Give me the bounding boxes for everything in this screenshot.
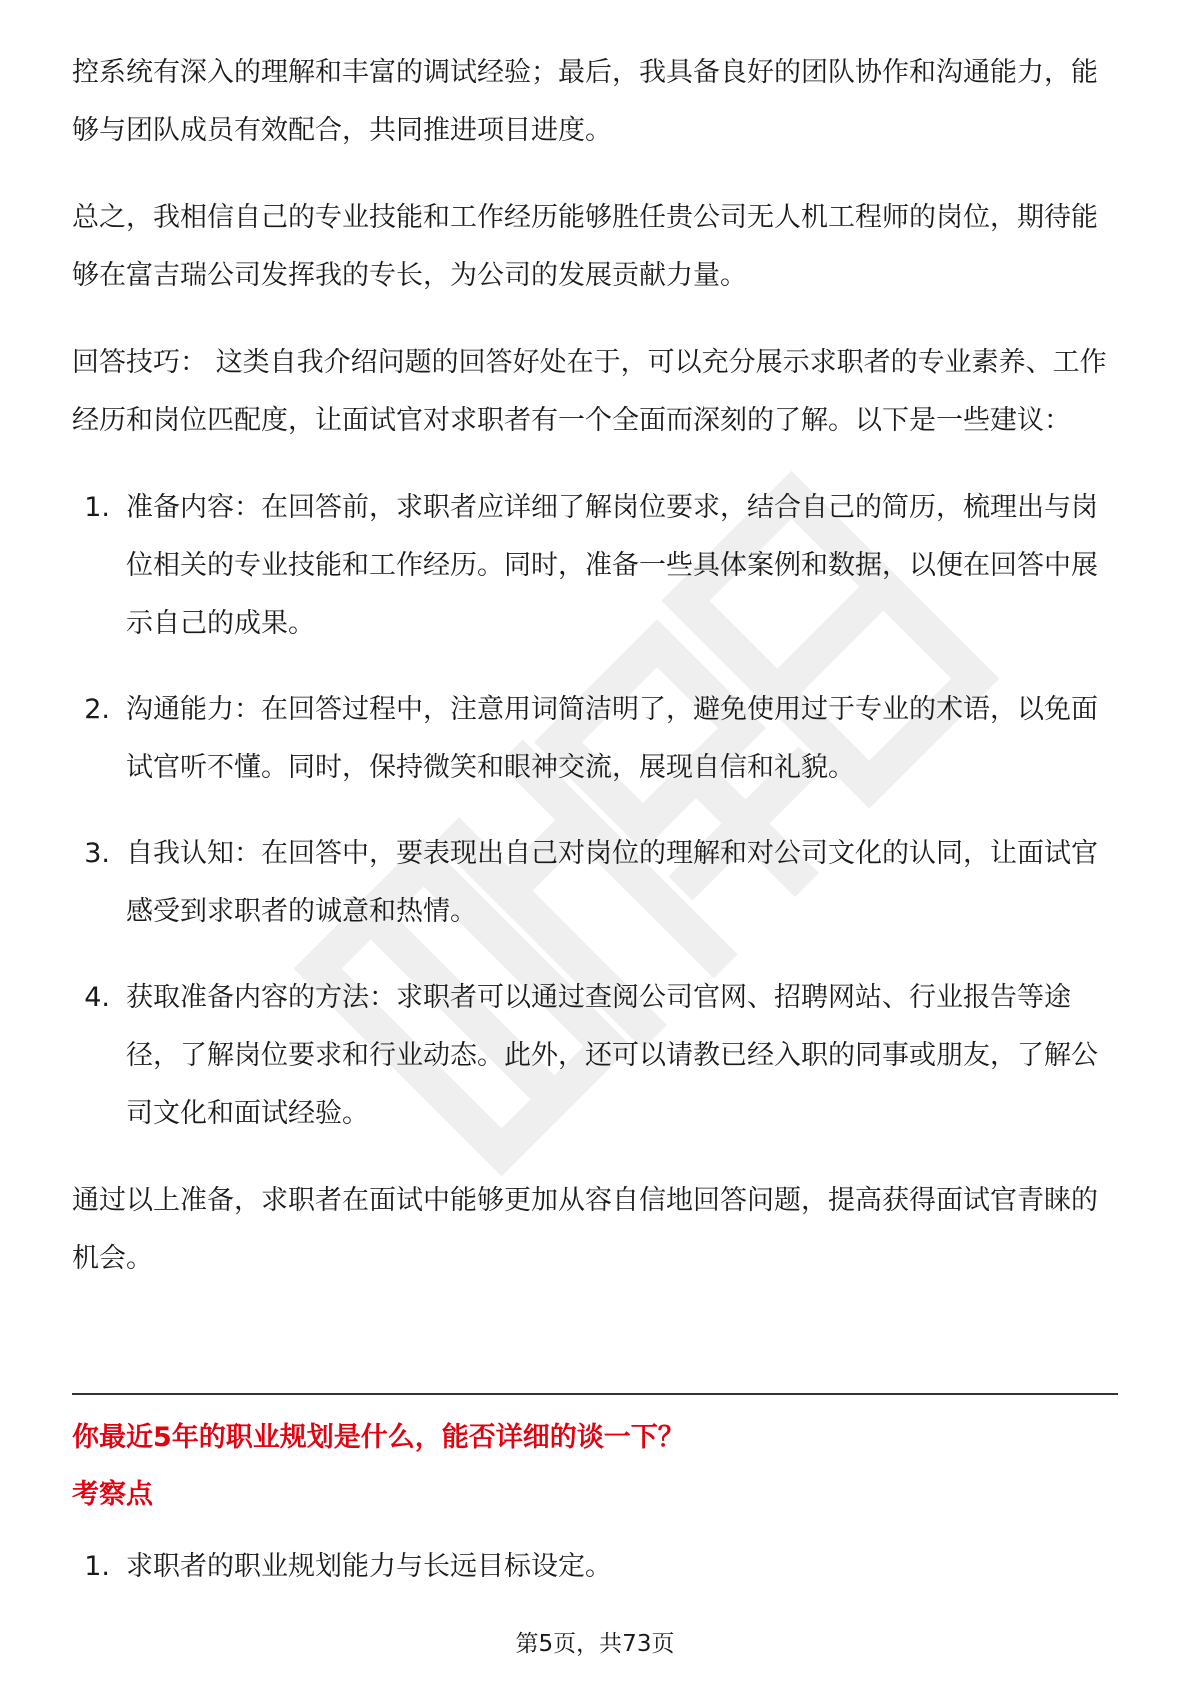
list-number: 3. xyxy=(84,838,110,869)
list-number: 2. xyxy=(84,694,110,725)
list-number: 1. xyxy=(84,1551,110,1582)
paragraph-closing: 通过以上准备，求职者在面试中能够更加从容自信地回答问题，提高获得面试官青睐的机会。 xyxy=(72,1185,1098,1274)
list-item-text: 求职者的职业规划能力与长远目标设定。 xyxy=(126,1551,612,1582)
list-number: 4. xyxy=(84,982,110,1013)
list-item xyxy=(72,825,1118,941)
paragraph-answer-tips: 回答技巧： 这类自我介绍问题的回答好处在于，可以充分展示求职者的专业素养、工作经历和岗位匹配度，让面试官对求职者有一个全面而深刻的了解。以下是一些建议： xyxy=(72,347,1107,436)
list-item xyxy=(72,479,1118,653)
list-item xyxy=(72,969,1118,1143)
list-item-text: 准备内容：在回答前，求职者应详细了解岗位要求，结合自己的简历，梳理出与岗位相关的专业技能和工作经历。同时，准备一些具体案例和数据，以便在回答中展示自己的成果。 xyxy=(126,492,1098,639)
list-item-text: 沟通能力：在回答过程中，注意用词简洁明了，避免使用过于专业的术语，以免面试官听不懂。同时，保持微笑和眼神交流，展现自信和礼貌。 xyxy=(126,694,1098,783)
points-list xyxy=(72,1538,1118,1624)
tips-list xyxy=(72,479,1118,1143)
paragraph-experience: 控系统有深入的理解和丰富的调试经验；最后，我具备良好的团队协作和沟通能力，能够与团队成员有效配合，共同推进项目进度。 xyxy=(72,57,1098,146)
document-body xyxy=(72,44,1118,1317)
list-number: 1. xyxy=(84,492,110,523)
list-item-text: 获取准备内容的方法：求职者可以通过查阅公司官网、招聘网站、行业报告等途径，了解岗位要求和行业动态。此外，还可以请教已经入职的同事或朋友，了解公司文化和面试经验。 xyxy=(126,982,1098,1129)
list-item xyxy=(72,681,1118,797)
section-divider xyxy=(72,1393,1118,1395)
list-item xyxy=(72,1538,1118,1596)
question-heading: 你最近5年的职业规划是什么，能否详细的谈一下？ xyxy=(72,1422,685,1453)
list-item-text: 自我认知：在回答中，要表现出自己对岗位的理解和对公司文化的认同，让面试官感受到求职者的诚意和热情。 xyxy=(126,838,1098,927)
section-heading: 考察点 xyxy=(72,1479,153,1510)
paragraph-summary: 总之，我相信自己的专业技能和工作经历能够胜任贵公司无人机工程师的岗位，期待能够在富吉瑞公司发挥我的专长，为公司的发展贡献力量。 xyxy=(72,202,1098,291)
page-footer: 第5页，共73页 xyxy=(515,1631,675,1657)
